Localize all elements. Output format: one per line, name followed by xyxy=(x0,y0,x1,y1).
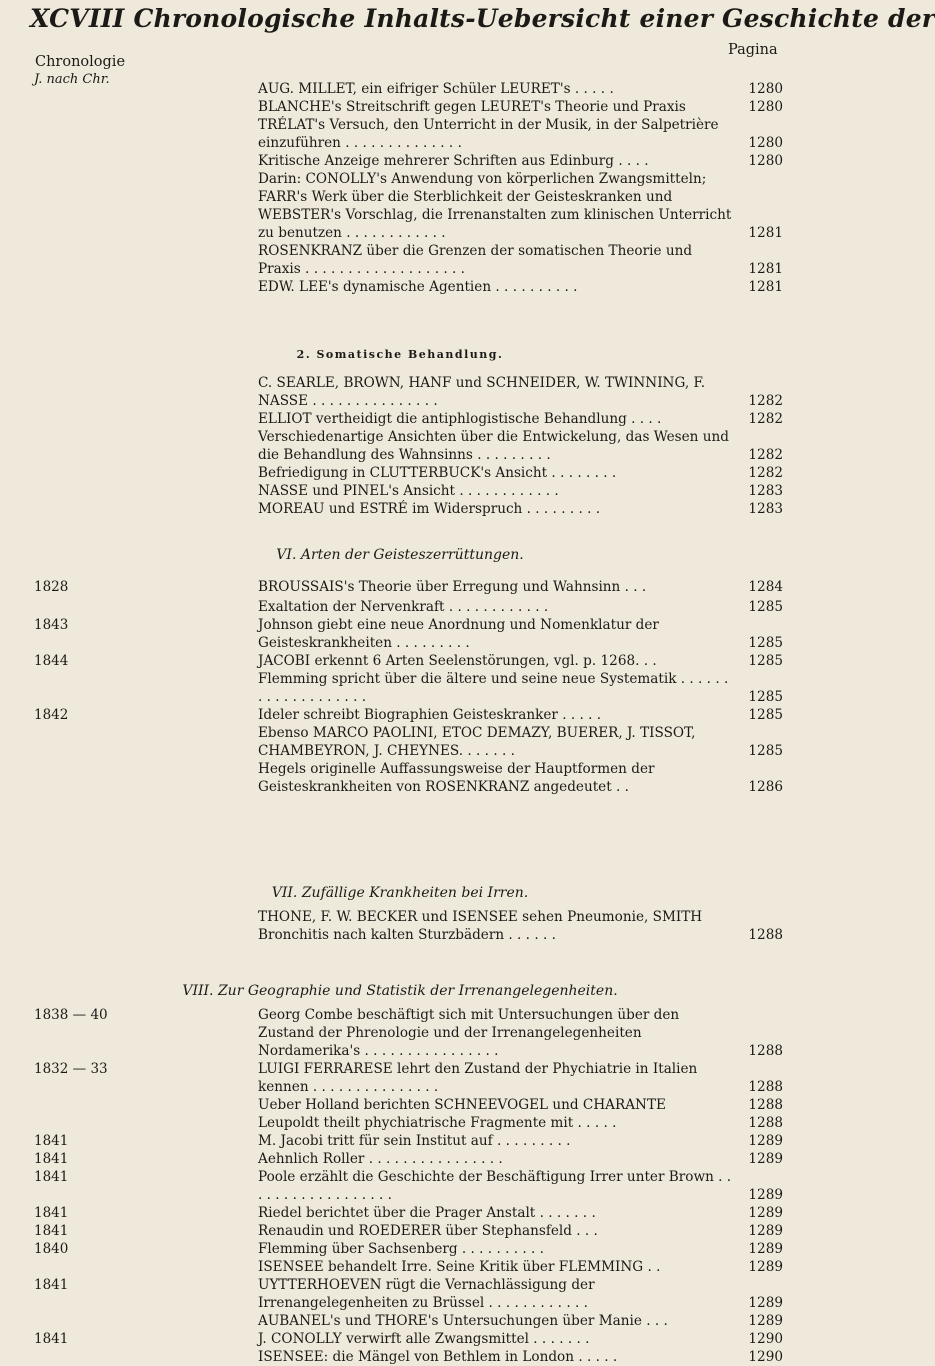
entry-page-number: 1284 xyxy=(748,579,783,595)
entry-page-number: 1289 xyxy=(748,1205,783,1221)
entry-text: Befriedigung in CLUTTERBUCK's Ansicht . . . . . . . . xyxy=(258,465,617,481)
entry-page-number: 1290 xyxy=(748,1349,783,1365)
entry-text: Georg Combe beschäftigt sich mit Untersuchungen über den Zustand der Phrenologie und der Irrenangelegenheiten Nordamerika's . . . . . . . . . . . . . . . . xyxy=(258,1007,680,1059)
section-heading: VII. Zufällige Krankheiten bei Irren. xyxy=(271,885,529,901)
entry-year: 1841 xyxy=(34,1151,69,1167)
entry-year: 1828 xyxy=(34,579,69,595)
entry-text: AUBANEL's und THORE's Untersuchungen über Manie . . . xyxy=(258,1313,668,1329)
entry-year: 1842 xyxy=(34,707,69,723)
entry-page-number: 1289 xyxy=(748,1133,783,1149)
entry-page-number: 1288 xyxy=(748,1115,783,1131)
entry-page-number: 1282 xyxy=(748,465,783,481)
entry-text: Renaudin und ROEDERER über Stephansfeld . . . xyxy=(258,1223,598,1239)
entry-text: Ideler schreibt Biographien Geisteskranker . . . . . xyxy=(258,707,602,723)
entry-text: M. Jacobi tritt für sein Institut auf . . . . . . . . . xyxy=(258,1133,571,1149)
entry-text: Hegels originelle Auffassungsweise der Hauptformen der Geisteskrankheiten von ROSENKRANZ angedeutet . . xyxy=(258,761,655,795)
entry-page-number: 1286 xyxy=(748,779,783,795)
entry-text: Flemming spricht über die ältere und seine neue Systematik . . . . . . . . . . . . . . . . . . . xyxy=(258,671,729,705)
entry-text: BROUSSAIS's Theorie über Erregung und Wahnsinn . . . xyxy=(258,579,647,595)
page-header: XCVIII Chronologische Inhalts-Uebersicht einer Geschichte der xyxy=(30,4,935,33)
entry-page-number: 1285 xyxy=(748,689,783,705)
entry-page-number: 1289 xyxy=(748,1223,783,1239)
entry-page-number: 1289 xyxy=(748,1241,783,1257)
entry-page-number: 1289 xyxy=(748,1295,783,1311)
entry-text: Darin: CONOLLY's Anwendung von körperlichen Zwangsmitteln; FARR's Werk über die Sterblichkeit der Geisteskranken und WEBSTER's Vorschlag, die Irrenanstalten zum klinischen Unterricht zu benutzen . . . . . . . . . . . . xyxy=(258,171,732,241)
entry-page-number: 1288 xyxy=(748,927,783,943)
entry-page-number: 1281 xyxy=(748,225,783,241)
entry-text: Ebenso MARCO PAOLINI, ETOC DEMAZY, BUERER, J. TISSOT, CHAMBEYRON, J. CHEYNES. . . . . . . xyxy=(258,725,696,759)
entry-page-number: 1285 xyxy=(748,635,783,651)
entry-text: THONE, F. W. BECKER und ISENSEE sehen Pneumonie, SMITH Bronchitis nach kalten Sturzbädern . . . . . . xyxy=(258,909,703,943)
entry-text: Flemming über Sachsenberg . . . . . . . . . . xyxy=(258,1241,544,1257)
entry-page-number: 1288 xyxy=(748,1097,783,1113)
entry-text: Johnson giebt eine neue Anordnung und Nomenklatur der Geisteskrankheiten . . . . . . . . . xyxy=(258,617,659,651)
entry-text: EDW. LEE's dynamische Agentien . . . . . . . . . . xyxy=(258,279,578,295)
entry-year: 1841 xyxy=(34,1331,69,1347)
entry-text: MOREAU und ESTRÉ im Widerspruch . . . . . . . . . xyxy=(258,501,601,517)
section-heading: VIII. Zur Geographie und Statistik der Irrenangelegenheiten. xyxy=(182,983,618,999)
entry-text: C. SEARLE, BROWN, HANF und SCHNEIDER, W. TWINNING, F. NASSE . . . . . . . . . . . . . . . xyxy=(258,375,706,409)
section-heading: 2. Somatische Behandlung. xyxy=(296,348,504,361)
entry-text: Kritische Anzeige mehrerer Schriften aus Edinburg . . . . xyxy=(258,153,649,169)
entry-text: NASSE und PINEL's Ansicht . . . . . . . . . . . . xyxy=(258,483,559,499)
entry-page-number: 1280 xyxy=(748,153,783,169)
column-pagina: Pagina xyxy=(728,42,778,58)
entry-page-number: 1289 xyxy=(748,1151,783,1167)
entry-text: Verschiedenartige Ansichten über die Entwickelung, das Wesen und die Behandlung des Wahnsinns . . . . . . . . . xyxy=(258,429,729,463)
entry-year: 1843 xyxy=(34,617,69,633)
entry-year: 1841 xyxy=(34,1223,69,1239)
entry-page-number: 1290 xyxy=(748,1331,783,1347)
entry-text: LUIGI FERRARESE lehrt den Zustand der Phychiatrie in Italien kennen . . . . . . . . . . . . . . . xyxy=(258,1061,698,1095)
entry-page-number: 1280 xyxy=(748,99,783,115)
entry-text: Exaltation der Nervenkraft . . . . . . . . . . . . xyxy=(258,599,549,615)
entry-page-number: 1282 xyxy=(748,447,783,463)
entry-text: ROSENKRANZ über die Grenzen der somatischen Theorie und Praxis . . . . . . . . . . . . . . . . . . . xyxy=(258,243,693,277)
entry-text: BLANCHE's Streitschrift gegen LEURET's Theorie und Praxis xyxy=(258,99,686,115)
entry-page-number: 1289 xyxy=(748,1187,783,1203)
entry-text: ELLIOT vertheidigt die antiphlogistische Behandlung . . . . xyxy=(258,411,662,427)
entry-page-number: 1288 xyxy=(748,1043,783,1059)
entry-year: 1838 — 40 xyxy=(34,1007,108,1023)
entry-text: Poole erzählt die Geschichte der Beschäftigung Irrer unter Brown . . . . . . . . . . . . . . . . . . xyxy=(258,1169,732,1203)
entry-page-number: 1285 xyxy=(748,707,783,723)
entry-year: 1841 xyxy=(34,1205,69,1221)
entry-text: Leupoldt theilt phychiatrische Fragmente mit . . . . . xyxy=(258,1115,617,1131)
section-heading: VI. Arten der Geisteszerrüttungen. xyxy=(276,547,524,563)
entry-text: TRÉLAT's Versuch, den Unterricht in der Musik, in der Salpetrière einzuführen . . . . . . . . . . . . . . xyxy=(258,117,719,151)
entry-text: JACOBI erkennt 6 Arten Seelenstörungen, vgl. p. 1268. . . xyxy=(258,653,657,669)
entry-page-number: 1283 xyxy=(748,501,783,517)
entry-page-number: 1280 xyxy=(748,81,783,97)
entry-year: 1841 xyxy=(34,1133,69,1149)
entry-text: AUG. MILLET, ein eifriger Schüler LEURET's . . . . . xyxy=(258,81,614,97)
entry-page-number: 1282 xyxy=(748,393,783,409)
entry-year: 1832 — 33 xyxy=(34,1061,108,1077)
column-chronologie-sub: J. nach Chr. xyxy=(34,72,110,87)
entry-year: 1841 xyxy=(34,1169,69,1185)
entry-page-number: 1283 xyxy=(748,483,783,499)
entry-page-number: 1281 xyxy=(748,279,783,295)
entry-year: 1840 xyxy=(34,1241,69,1257)
entry-page-number: 1281 xyxy=(748,261,783,277)
entry-text: Riedel berichtet über die Prager Anstalt . . . . . . . xyxy=(258,1205,596,1221)
entry-page-number: 1280 xyxy=(748,135,783,151)
column-chronologie: Chronologie xyxy=(35,54,126,70)
entry-year: 1841 xyxy=(34,1277,69,1293)
entry-year: 1844 xyxy=(34,653,69,669)
entry-text: Aehnlich Roller . . . . . . . . . . . . . . . . xyxy=(258,1151,503,1167)
entry-text: Ueber Holland berichten SCHNEEVOGEL und CHARANTE xyxy=(258,1097,666,1113)
entry-page-number: 1282 xyxy=(748,411,783,427)
entry-page-number: 1285 xyxy=(748,743,783,759)
entry-page-number: 1289 xyxy=(748,1259,783,1275)
entry-page-number: 1285 xyxy=(748,653,783,669)
entry-text: UYTTERHOEVEN rügt die Vernachlässigung der Irrenangelegenheiten zu Brüssel . . . . . . . . . . . . xyxy=(258,1277,595,1311)
entry-text: ISENSEE behandelt Irre. Seine Kritik über FLEMMING . . xyxy=(258,1259,661,1275)
entry-page-number: 1288 xyxy=(748,1079,783,1095)
entry-page-number: 1285 xyxy=(748,599,783,615)
entry-text: J. CONOLLY verwirft alle Zwangsmittel . . . . . . . xyxy=(258,1331,590,1347)
entry-text: ISENSEE: die Mängel von Bethlem in London . . . . . xyxy=(258,1349,618,1365)
entry-page-number: 1289 xyxy=(748,1313,783,1329)
